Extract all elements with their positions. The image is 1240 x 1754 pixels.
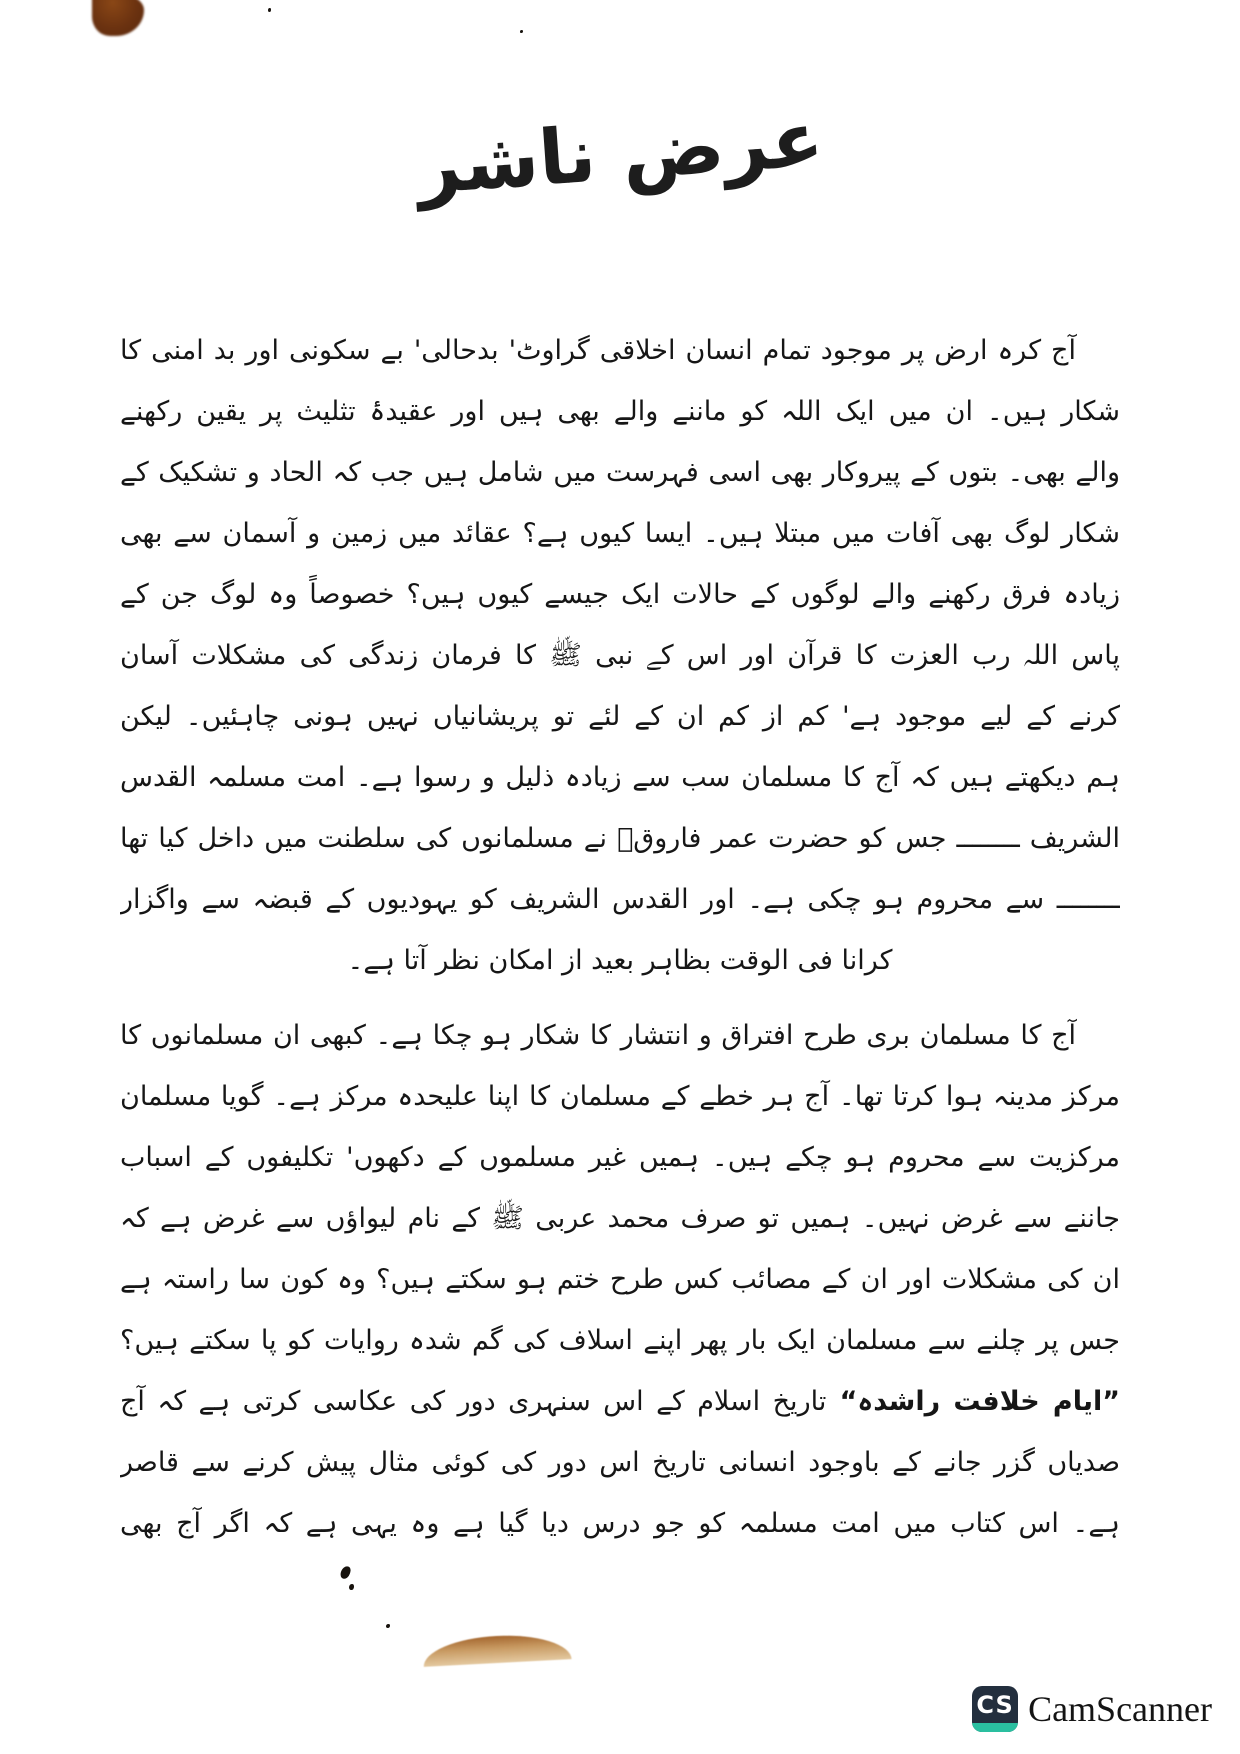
text-line: زیادہ فرق رکھنے والے لوگوں کے حالات ایک جیسے کیوں ہیں؟ خصوصاً وہ لوگ جن کے: [120, 579, 1120, 610]
text-line: جس پر چلنے سے مسلمان ایک بار پھر اپنے اسلاف کی گم شدہ روایات کو پا سکتے ہیں؟: [120, 1325, 1120, 1356]
page-title: عرض ناشر: [413, 93, 827, 212]
camscanner-logo-accent-strip: [972, 1723, 1018, 1732]
text-line: شکار ہیں۔ ان میں ایک اللہ کو ماننے والے بھی ہیں اور عقیدۂ تثلیث پر یقین رکھنے: [120, 396, 1120, 427]
text-line: ان کی مشکلات اور ان کے مصائب کس طرح ختم ہو سکتے ہیں؟ وہ کون سا راستہ ہے: [120, 1264, 1120, 1295]
scan-finger-smudge-bottom: [422, 1632, 571, 1667]
camscanner-watermark: [972, 1686, 1212, 1732]
text-line: ــــــــ سے محروم ہو چکی ہے۔ اور القدس الشریف کو یہودیوں کے قبضہ سے واگزار: [120, 884, 1120, 915]
text-line: ہم دیکھتے ہیں کہ آج کا مسلمان سب سے زیادہ ذلیل و رسوا ہے۔ امت مسلمہ القدس: [120, 762, 1120, 793]
text-line: شکار لوگ بھی آفات میں مبتلا ہیں۔ ایسا کیوں ہے؟ عقائد میں زمین و آسمان سے بھی: [120, 518, 1120, 549]
paragraph: [120, 320, 1120, 991]
text-line: کرنے کے لیے موجود ہے' کم از کم ان کے لئے تو پریشانیاں نہیں ہونی چاہئیں۔ لیکن: [120, 701, 1120, 732]
text-line: ”ایام خلافت راشدہ“ تاریخ اسلام کے اس سنہری دور کی عکاسی کرتی ہے کہ آج: [120, 1386, 1120, 1417]
ink-speck: [386, 1624, 390, 1628]
text-line: صدیاں گزر جانے کے باوجود انسانی تاریخ اس دور کی کوئی مثال پیش کرنے سے قاصر: [120, 1447, 1120, 1478]
text-line: مرکزیت سے محروم ہو چکے ہیں۔ ہمیں غیر مسلموں کے دکھوں' تکلیفوں کے اسباب: [120, 1142, 1120, 1173]
ink-speck: [349, 1584, 354, 1590]
scan-smudge-top-left: [92, 0, 144, 36]
text-line: پاس اللہ رب العزت کا قرآن اور اس کے نبی ﷺ کا فرمان زندگی کی مشکلات آسان: [120, 640, 1120, 671]
dust-speck: [520, 30, 523, 33]
camscanner-label: CamScanner: [1028, 1689, 1212, 1729]
dust-speck: [268, 8, 271, 12]
text-line: آج کا مسلمان بری طرح افتراق و انتشار کا شکار ہو چکا ہے۔ کبھی ان مسلمانوں کا: [120, 1020, 1076, 1051]
paragraph: [120, 1005, 1120, 1554]
text-line: مرکز مدینہ ہوا کرتا تھا۔ آج ہر خطے کے مسلمان کا اپنا علیحدہ مرکز ہے۔ گویا مسلمان: [120, 1081, 1120, 1112]
text-line: ہے۔ اس کتاب میں امت مسلمہ کو جو درس دیا گیا ہے وہ یہی ہے کہ اگر آج بھی: [120, 1508, 1120, 1539]
text-line: والے بھی۔ بتوں کے پیروکار بھی اسی فہرست میں شامل ہیں جب کہ الحاد و تشکیک کے: [120, 457, 1120, 488]
text-line: کرانا فی الوقت بظاہر بعید از امکان نظر آتا ہے۔: [347, 945, 893, 976]
text-line: آج کرہ ارض پر موجود تمام انسان اخلاقی گراوٹ' بدحالی' بے سکونی اور بد امنی کا: [120, 335, 1076, 366]
text-line: جاننے سے غرض نہیں۔ ہمیں تو صرف محمد عربی ﷺ کے نام لیواؤں سے غرض ہے کہ: [120, 1203, 1120, 1234]
body-text: [120, 320, 1120, 1568]
camscanner-logo-icon: [972, 1686, 1018, 1732]
camscanner-logo-letters: CS: [976, 1690, 1014, 1719]
text-line: الشریف ــــــــ جس کو حضرت عمر فاروقؓ نے مسلمانوں کی سلطنت میں داخل کیا تھا: [120, 823, 1120, 854]
